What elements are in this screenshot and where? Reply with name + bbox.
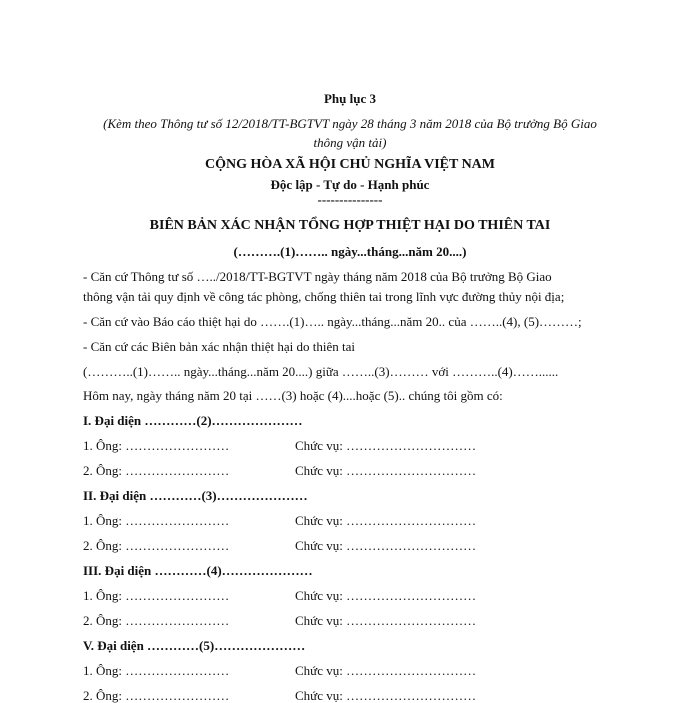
- basis-minutes-line1: - Căn cứ các Biên bản xác nhận thiệt hại do thiên tai: [83, 339, 356, 354]
- section5-row1-name: 1. Ông: ……………………: [83, 663, 230, 678]
- nation-name: CỘNG HÒA XÃ HỘI CHỦ NGHĨA VIỆT NAM: [204, 157, 495, 172]
- section1-row1-position: Chức vụ: …………………………: [295, 438, 477, 453]
- section3-row2-name: 2. Ông: ……………………: [83, 613, 230, 628]
- section-heading-representative-2: I. Đại diện …………(2)…………………: [83, 413, 303, 428]
- section3-row1-position: Chức vụ: …………………………: [295, 588, 477, 603]
- section1-row1-name: 1. Ông: ……………………: [83, 438, 230, 453]
- section5-row2-name: 2. Ông: ……………………: [83, 688, 230, 703]
- basis-minutes-line2: (………..(1)…….. ngày...tháng...năm 20....) giữa ……..(3)……… với ………..(4)……......: [83, 364, 559, 379]
- basis-damage-report: - Căn cứ vào Báo cáo thiệt hại do …….(1)….. ngày...tháng...năm 20.. của ……..(4), (5)………;: [83, 314, 582, 329]
- section1-row2-name: 2. Ông: ……………………: [83, 463, 230, 478]
- section5-row2-position: Chức vụ: …………………………: [295, 688, 477, 703]
- section1-row2-position: Chức vụ: …………………………: [295, 463, 477, 478]
- section-heading-representative-3: II. Đại diện …………(3)…………………: [83, 488, 308, 503]
- today-statement: Hôm nay, ngày tháng năm 20 tại ……(3) hoặc (4)....hoặc (5).. chúng tôi gồm có:: [83, 388, 503, 403]
- section2-row1-position: Chức vụ: …………………………: [295, 513, 477, 528]
- document-title: BIÊN BẢN XÁC NHẬN TỔNG HỢP THIỆT HẠI DO THIÊN TAI: [149, 218, 551, 233]
- section-heading-representative-4: III. Đại diện …………(4)…………………: [83, 563, 313, 578]
- section3-row2-position: Chức vụ: …………………………: [295, 613, 477, 628]
- motto-divider: ---------------: [317, 192, 383, 207]
- attachment-note-line1: (Kèm theo Thông tư số 12/2018/TT-BGTVT ngày 28 tháng 3 năm 2018 của Bộ trưởng Bộ Giao: [103, 116, 597, 131]
- section2-row2-position: Chức vụ: …………………………: [295, 538, 477, 553]
- section5-row1-position: Chức vụ: …………………………: [295, 663, 477, 678]
- document-number-date: (……….(1)…….. ngày...tháng...năm 20....): [233, 244, 467, 259]
- appendix-label: Phụ lục 3: [323, 91, 376, 106]
- attachment-note-line2: thông vận tải): [313, 135, 387, 150]
- section2-row2-name: 2. Ông: ……………………: [83, 538, 230, 553]
- basis-circular-line2: thông vận tải quy định về công tác phòng, chống thiên tai trong lĩnh vực đường thủy nội địa;: [83, 289, 565, 304]
- basis-circular-line1: - Căn cứ Thông tư số …../2018/TT-BGTVT ngày tháng năm 2018 của Bộ trưởng Bộ Giao: [83, 269, 552, 284]
- national-motto: Độc lập - Tự do - Hạnh phúc: [270, 177, 430, 192]
- section-heading-representative-5: V. Đại diện …………(5)…………………: [83, 638, 306, 653]
- section2-row1-name: 1. Ông: ……………………: [83, 513, 230, 528]
- section3-row1-name: 1. Ông: ……………………: [83, 588, 230, 603]
